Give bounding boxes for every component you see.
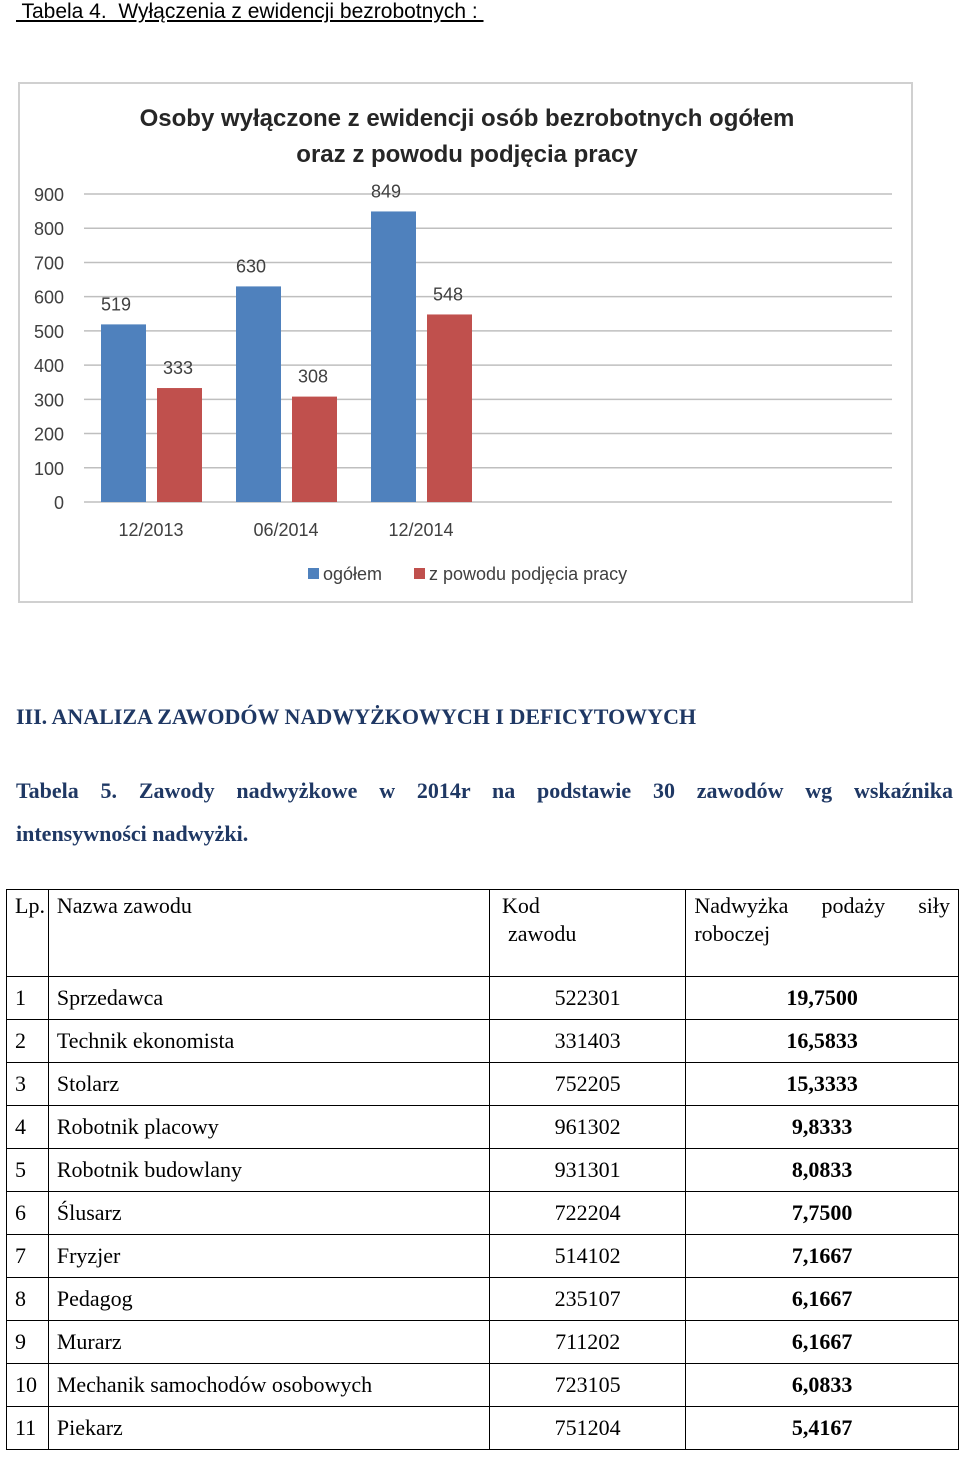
y-tick-label: 800 bbox=[33, 219, 64, 240]
cell-name: Sprzedawca bbox=[48, 977, 489, 1020]
table-row bbox=[7, 1407, 959, 1450]
cell-value: 6,1667 bbox=[686, 1278, 959, 1321]
table-row bbox=[7, 1278, 959, 1321]
x-tick-label: 06/2014 bbox=[253, 520, 319, 540]
cell-lp: 4 bbox=[7, 1106, 49, 1149]
legend-swatch bbox=[414, 568, 425, 579]
y-tick-label: 500 bbox=[33, 321, 64, 342]
table-row bbox=[7, 1106, 959, 1149]
cell-lp: 7 bbox=[7, 1235, 49, 1278]
header-lp: Lp. bbox=[7, 890, 49, 977]
cell-lp: 1 bbox=[7, 977, 49, 1020]
y-tick-label: 100 bbox=[33, 458, 64, 479]
cell-name: Robotnik budowlany bbox=[48, 1149, 489, 1192]
cell-name: Murarz bbox=[48, 1321, 489, 1364]
cell-value: 15,3333 bbox=[686, 1063, 959, 1106]
cell-value: 5,4167 bbox=[686, 1407, 959, 1450]
cell-value: 6,0833 bbox=[686, 1364, 959, 1407]
cell-name: Pedagog bbox=[48, 1278, 489, 1321]
cell-value: 19,7500 bbox=[686, 977, 959, 1020]
y-tick-label: 200 bbox=[33, 424, 64, 445]
bar-work-2 bbox=[427, 314, 472, 502]
cell-lp: 2 bbox=[7, 1020, 49, 1063]
data-label: 333 bbox=[163, 358, 194, 379]
header-code bbox=[489, 890, 685, 977]
cell-code: 722204 bbox=[489, 1192, 685, 1235]
cell-code: 522301 bbox=[489, 977, 685, 1020]
x-tick-label: 12/2013 bbox=[118, 520, 184, 540]
table-row bbox=[7, 1063, 959, 1106]
cell-name: Ślusarz bbox=[48, 1192, 489, 1235]
occupations-table bbox=[6, 889, 959, 1450]
cell-code: 723105 bbox=[489, 1364, 685, 1407]
table-header-row bbox=[7, 890, 959, 977]
cell-code: 331403 bbox=[489, 1020, 685, 1063]
table-row bbox=[7, 1020, 959, 1063]
cell-code: 931301 bbox=[489, 1149, 685, 1192]
cell-name: Stolarz bbox=[48, 1063, 489, 1106]
cell-code: 751204 bbox=[489, 1407, 685, 1450]
header-value: Nadwyżka podaży siły roboczej bbox=[686, 890, 959, 977]
cell-code: 711202 bbox=[489, 1321, 685, 1364]
data-label: 630 bbox=[236, 256, 267, 277]
header-name: Nazwa zawodu bbox=[48, 890, 489, 977]
y-tick-label: 600 bbox=[33, 287, 64, 308]
cell-lp: 3 bbox=[7, 1063, 49, 1106]
table-row bbox=[7, 977, 959, 1020]
table-row bbox=[7, 1321, 959, 1364]
cell-lp: 5 bbox=[7, 1149, 49, 1192]
table-row bbox=[7, 1149, 959, 1192]
table-row bbox=[7, 1364, 959, 1407]
section-title: III. ANALIZA ZAWODÓW NADWYŻKOWYCH I DEFICYTOWYCH bbox=[16, 704, 697, 729]
table5-title-cont: intensywności nadwyżki. bbox=[16, 821, 249, 846]
cell-name: Piekarz bbox=[48, 1407, 489, 1450]
y-tick-label: 0 bbox=[53, 493, 64, 513]
data-label: 519 bbox=[101, 294, 132, 315]
y-tick-label: 300 bbox=[33, 390, 64, 411]
legend-label: z powodu podjęcia pracy bbox=[429, 564, 628, 584]
cell-lp: 8 bbox=[7, 1278, 49, 1321]
legend-label: ogółem bbox=[323, 564, 383, 584]
bar-total-1 bbox=[236, 286, 281, 502]
bar-work-1 bbox=[292, 397, 337, 502]
cell-lp: 6 bbox=[7, 1192, 49, 1235]
data-label: 849 bbox=[371, 181, 402, 202]
cell-name: Robotnik placowy bbox=[48, 1106, 489, 1149]
cell-name: Technik ekonomista bbox=[48, 1020, 489, 1063]
cell-lp: 11 bbox=[7, 1407, 49, 1450]
cell-lp: 9 bbox=[7, 1321, 49, 1364]
chart-title-line2: oraz z powodu podjęcia pracy bbox=[296, 141, 638, 168]
bar-total-0 bbox=[101, 324, 146, 502]
cell-value: 7,1667 bbox=[686, 1235, 959, 1278]
cell-code: 514102 bbox=[489, 1235, 685, 1278]
table5-title: Tabela 5. Zawody nadwyżkowe w 2014r na podstawie 30 zawodów wg wskaźnika bbox=[16, 778, 953, 803]
data-label: 308 bbox=[298, 366, 329, 387]
cell-code: 961302 bbox=[489, 1106, 685, 1149]
bar-work-0 bbox=[157, 388, 202, 502]
table-row bbox=[7, 1235, 959, 1278]
chart-title-line1: Osoby wyłączone z ewidencji osób bezrobotnych ogółem bbox=[139, 105, 795, 132]
cell-value: 16,5833 bbox=[686, 1020, 959, 1063]
cell-code: 235107 bbox=[489, 1278, 685, 1321]
bar-total-2 bbox=[371, 211, 416, 502]
cell-value: 9,8333 bbox=[686, 1106, 959, 1149]
cell-name: Mechanik samochodów osobowych bbox=[48, 1364, 489, 1407]
cell-lp: 10 bbox=[7, 1364, 49, 1407]
cell-name: Fryzjer bbox=[48, 1235, 489, 1278]
cell-code: 752205 bbox=[489, 1063, 685, 1106]
table4-title: Tabela 4. Wyłączenia z ewidencji bezrobotnych : bbox=[16, 0, 484, 23]
table-row bbox=[7, 1192, 959, 1235]
data-label: 548 bbox=[433, 284, 464, 305]
cell-value: 6,1667 bbox=[686, 1321, 959, 1364]
legend-swatch bbox=[308, 568, 319, 579]
header-code-line1: Kod bbox=[501, 893, 540, 918]
chart-container bbox=[18, 82, 913, 603]
header-code-line2: zawodu bbox=[507, 920, 577, 946]
y-tick-label: 700 bbox=[33, 253, 64, 274]
x-tick-label: 12/2014 bbox=[388, 520, 454, 540]
y-tick-label: 900 bbox=[33, 185, 64, 205]
y-tick-label: 400 bbox=[33, 356, 64, 377]
bar-chart bbox=[20, 84, 911, 601]
cell-value: 8,0833 bbox=[686, 1149, 959, 1192]
cell-value: 7,7500 bbox=[686, 1192, 959, 1235]
